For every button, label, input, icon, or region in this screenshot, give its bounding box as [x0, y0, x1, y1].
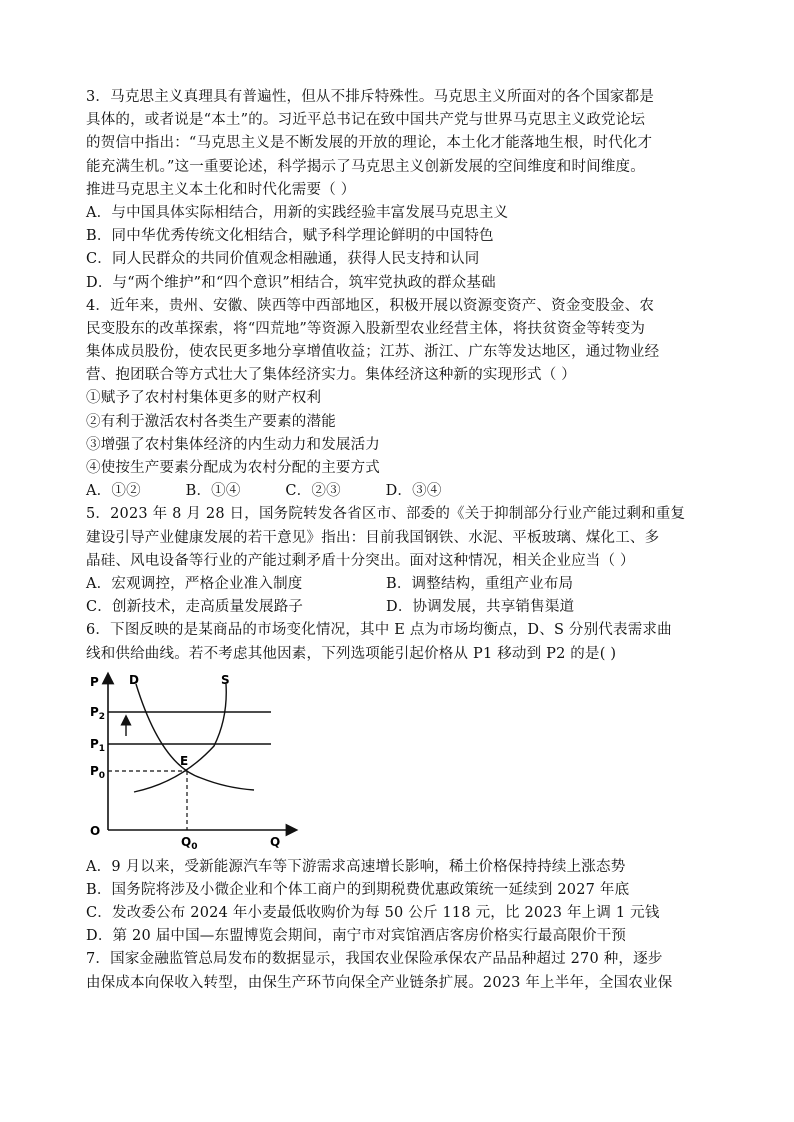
option-a: A．9 月以来，受新能源汽车等下游需求高速增长影响，稀土价格保持持续上涨态势 — [86, 858, 626, 875]
question-stem-line: 4．近年来，贵州、安徽、陕西等中西部地区，积极开展以资源变资产、资金变股金、农 — [86, 297, 655, 314]
question-stem-line: 集体成员股份，使农民更多地分享增值收益；江苏、浙江、广东等发达地区，通过物业经 — [86, 344, 660, 361]
q0-label: $Q_0$ — [181, 834, 198, 850]
option-row — [86, 480, 712, 503]
question-5 — [86, 503, 712, 619]
question-stem-line: 建设引导产业健康发展的若干意见》指出：目前我国钢铁、水泥、平板玻璃、煤化工、多 — [86, 529, 660, 546]
p2-label: $P_2$ — [90, 704, 106, 722]
question-stem-line: 线和供给曲线。若不考虑其他因素，下列选项能引起价格从 P1 移动到 P2 的是( ) — [86, 645, 617, 662]
option-d: D．协调发展，共享销售渠道 — [386, 599, 575, 616]
supply-demand-svg — [86, 670, 306, 850]
option-c: C．同人民群众的共同价值观念相融通，获得人民支持和认同 — [86, 251, 480, 268]
question-stem-line: 由保成本向保收入转型，由保生产环节向保全产业链条扩展。2023 年上半年，全国农业保 — [86, 974, 673, 991]
option-a: A．与中国具体实际相结合，用新的实践经验丰富发展马克思主义 — [86, 204, 509, 221]
y-axis-label: P — [90, 674, 99, 689]
statement-item: ④使按生产要素分配成为农村分配的主要方式 — [86, 460, 380, 476]
option-c: C．②③ — [285, 483, 341, 500]
option-row — [86, 596, 712, 619]
statement-item: ②有利于激活农村各类生产要素的潜能 — [86, 413, 336, 430]
origin-label: O — [90, 823, 101, 838]
question-stem-line: 能充满生机。”这一重要论述，科学揭示了马克思主义创新发展的空间维度和时间维度。 — [86, 158, 645, 175]
question-stem-line: 具体的，或者说是“本土”的。习近平总书记在致中国共产党与世界马克思主义政党论坛 — [86, 112, 646, 129]
supply-label: S — [221, 672, 230, 687]
question-6 — [86, 619, 712, 948]
equilibrium-label: E — [180, 753, 189, 768]
question-7 — [86, 948, 712, 994]
question-stem-line: 营、抱团联合等方式壮大了集体经济实力。集体经济这种新的实现形式（ ） — [86, 367, 576, 384]
option-row — [86, 573, 712, 596]
option-d: D．与“两个维护”和“四个意识”相结合，筑牢党执政的群众基础 — [86, 274, 496, 291]
question-stem-line: 推进马克思主义本土化和时代化需要（ ） — [86, 181, 356, 198]
demand-curve — [136, 684, 254, 790]
option-b: B．国务院将涉及小微企业和个体工商户的到期税费优惠政策统一延续到 2027 年底 — [86, 881, 630, 898]
option-a: A．①② — [86, 483, 141, 500]
statement-item: ③增强了农村集体经济的内生动力和发展活力 — [86, 436, 380, 453]
option-d: D．第 20 届中国—东盟博览会期间，南宁市对宾馆酒店客房价格实行最高限价干预 — [86, 928, 627, 945]
question-stem-line: 晶硅、风电设备等行业的产能过剩矛盾十分突出。面对这种情况，相关企业应当（ ） — [86, 552, 635, 569]
option-c: C．发改委公布 2024 年小麦最低收购价为每 50 公斤 118 元，比 2023 年上调 1 元钱 — [86, 905, 660, 922]
option-b: B．①④ — [185, 483, 241, 500]
option-d: D．③④ — [385, 483, 442, 500]
question-3 — [86, 86, 712, 295]
supply-curve — [134, 684, 226, 792]
question-stem-line: 3．马克思主义真理具有普遍性，但从不排斥特殊性。马克思主义所面对的各个国家都是 — [86, 89, 655, 105]
question-stem-line: 民变股东的改革探索，将“四荒地”等资源入股新型农业经营主体，将扶贫资金等转变为 — [86, 320, 646, 337]
question-stem-line: 5．2023 年 8 月 28 日，国务院转发各省区市、部委的《关于抑制部分行业产能过剩和重复 — [86, 506, 686, 523]
question-4 — [86, 295, 712, 504]
statement-item: ①赋予了农村村集体更多的财产权利 — [86, 390, 322, 407]
p0-label: $P_0$ — [90, 763, 106, 781]
demand-label: D — [129, 672, 139, 687]
option-c: C．创新技术，走高质量发展路子 — [86, 599, 304, 616]
question-stem-line: 的贺信中指出：“马克思主义是不断发展的开放的理论，本土化才能落地生根，时代化才 — [86, 135, 653, 152]
option-b: B．同中华优秀传统文化相结合，赋予科学理论鲜明的中国特色 — [86, 228, 494, 245]
option-b: B．调整结构，重组产业布局 — [386, 575, 574, 592]
x-axis-label: Q — [270, 834, 281, 849]
option-a: A．宏观调控，严格企业准入制度 — [86, 575, 303, 592]
exam-page — [86, 86, 712, 995]
supply-demand-diagram — [86, 670, 712, 850]
p1-label: $P_1$ — [90, 736, 106, 754]
question-stem-line: 6．下图反映的是某商品的市场变化情况，其中 E 点为市场均衡点，D、S 分别代表需求曲 — [86, 622, 672, 639]
question-stem-line: 7．国家金融监管总局发布的数据显示，我国农业保险承保农产品品种超过 270 种，逐步 — [86, 951, 663, 968]
